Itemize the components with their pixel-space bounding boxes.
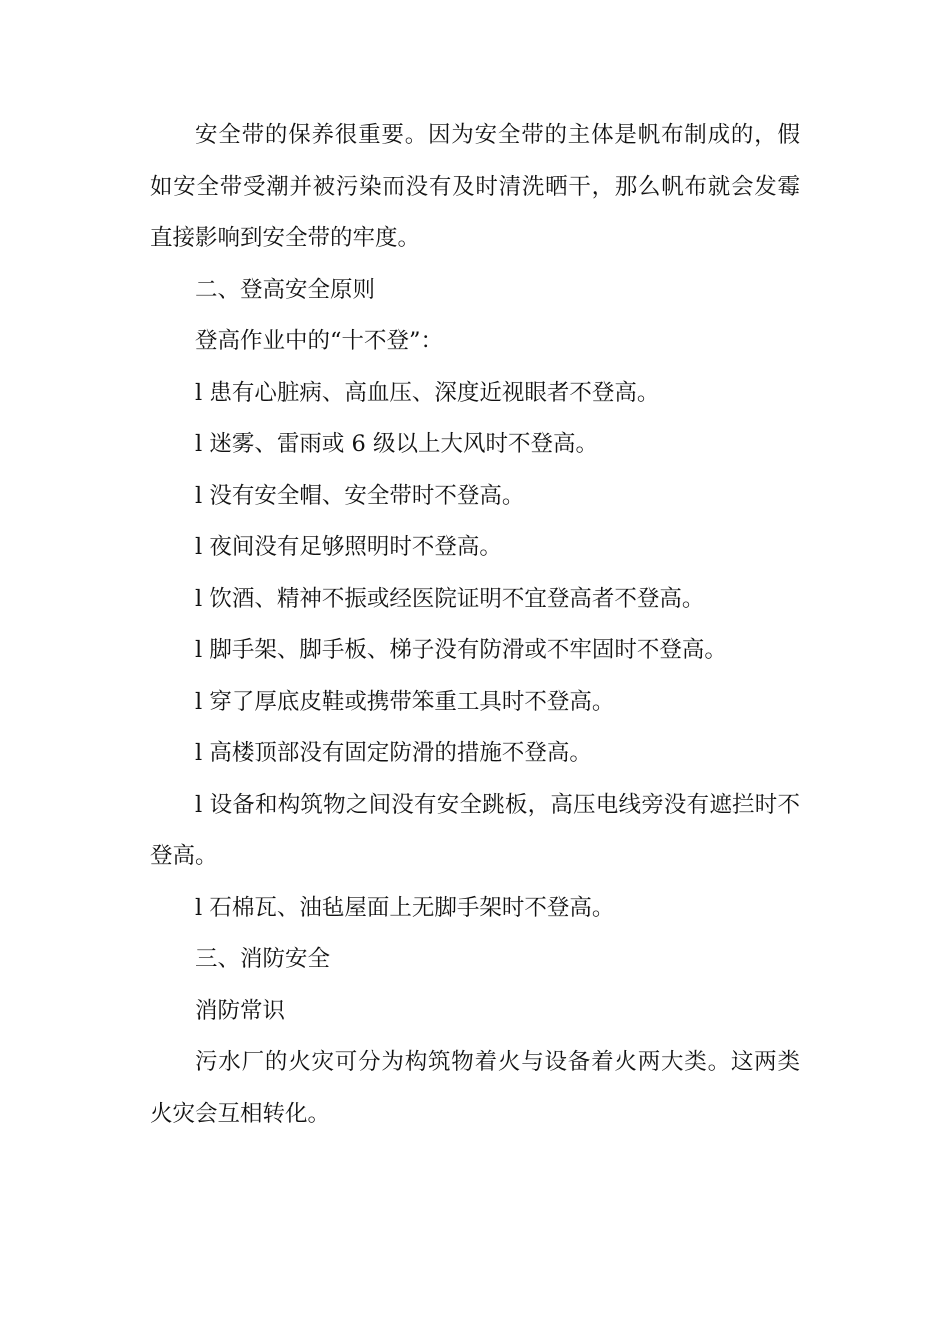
list-item: l 饮酒、精神不振或经医院证明不宜登高者不登高。 <box>195 585 705 612</box>
paragraph-fire-types: 污水厂的火灾可分为构筑物着火与设备着火两大类。这两类火灾会互相转化。 <box>150 1049 800 1127</box>
list-item: l 患有心脏病、高血压、深度近视眼者不登高。 <box>195 379 660 406</box>
paragraph-safety-belt-care: 安全带的保养很重要。因为安全带的主体是帆布制成的，假如安全带受潮并被污染而没有及时清洗晒干，那么帆布就会发霉直接影响到安全带的牢度。 <box>150 122 800 251</box>
paragraph-ten-no-climb-intro: 登高作业中的“十不登”： <box>195 328 444 354</box>
list-item: l 夜间没有足够照明时不登高。 <box>195 534 502 560</box>
list-item: l 高楼顶部没有固定防滑的措施不登高。 <box>195 740 592 766</box>
list-item: l 迷雾、雷雨或 6 级以上大风时不登高。 <box>195 431 598 457</box>
document-body <box>150 110 800 1140</box>
list-item: l 穿了厚底皮鞋或携带笨重工具时不登高。 <box>195 688 615 715</box>
list-item: l 设备和构筑物之间没有安全跳板，高压电线旁没有遮拦时不登高。 <box>150 791 800 869</box>
list-item: l 石棉瓦、油毡屋面上无脚手架时不登高。 <box>195 894 615 921</box>
list-item: l 脚手架、脚手板、梯子没有防滑或不牢固时不登高。 <box>195 637 727 663</box>
section-heading-fire-safety: 三、消防安全 <box>195 946 331 972</box>
list-item: l 没有安全帽、安全带时不登高。 <box>195 482 525 509</box>
subheading-fire-knowledge: 消防常识 <box>195 997 286 1024</box>
section-heading-climbing-principles: 二、登高安全原则 <box>195 276 376 303</box>
